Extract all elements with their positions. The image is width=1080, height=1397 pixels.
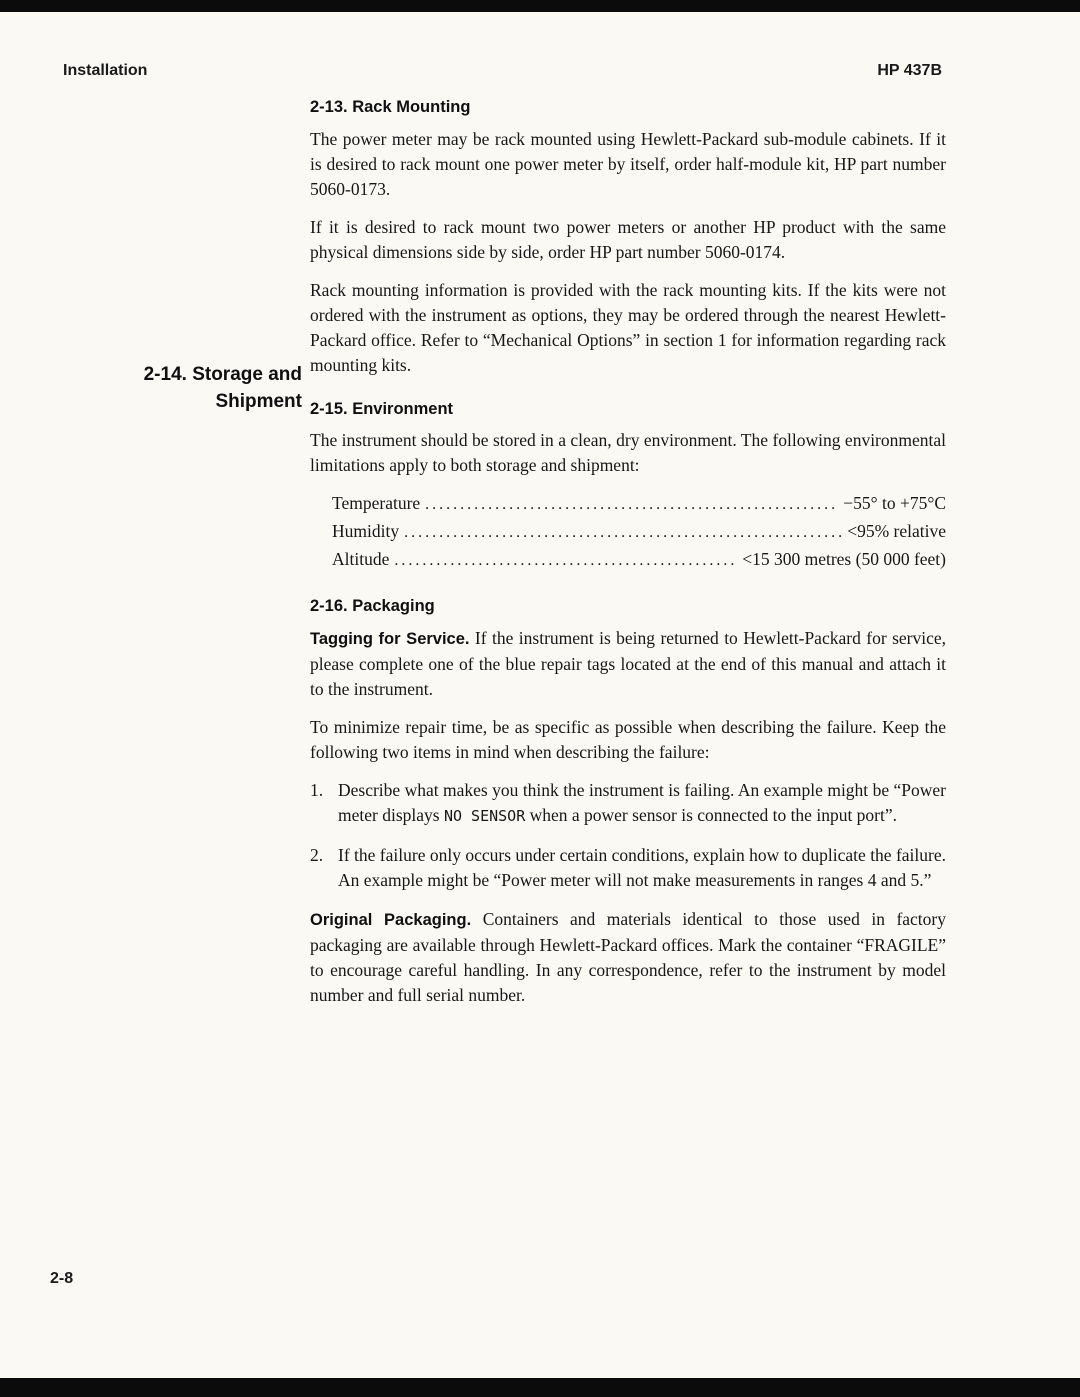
- tagging-for-service-lead: Tagging for Service.: [310, 630, 470, 648]
- spec-value: <15 300 metres (50 000 feet): [742, 549, 946, 569]
- spec-label: Humidity: [332, 521, 400, 541]
- spec-label: Temperature: [332, 493, 421, 513]
- item-number: 2.: [310, 845, 324, 865]
- paragraph-tagging: [310, 626, 946, 702]
- heading-environment: 2-15. Environment: [310, 400, 454, 418]
- paragraph: If it is desired to rack mount two power meters or another HP product with the same physical dimensions side by side, order HP part number 5060-0174.: [310, 217, 946, 262]
- top-scan-bar: [0, 0, 1080, 12]
- spec-row-temperature: [310, 491, 946, 517]
- item-text: [338, 778, 946, 829]
- heading-rack-mounting: 2-13. Rack Mounting: [310, 98, 471, 116]
- numbered-item-1: [310, 778, 946, 829]
- paragraph: To minimize repair time, be as specific as possible when describing the failure. Keep the following two items in mind when describing the failure:: [310, 717, 946, 762]
- page-content: [143, 96, 946, 1021]
- tagging-for-service-text: If the instrument is being returned to Hewlett-Packard for service, please complete one of the blue repair tags located at the end of this manual and attach it to the instrument.: [310, 628, 946, 699]
- page-number: 2-8: [50, 1270, 74, 1287]
- spec-value: −55° to +75°C: [843, 493, 946, 513]
- paragraph-original-packaging: [310, 907, 946, 1008]
- bottom-scan-bar: [0, 1378, 1080, 1397]
- original-packaging-lead: Original Packaging.: [310, 911, 472, 929]
- storage-environment-heading-row: [143, 364, 946, 420]
- no-sensor-display-text: NO SENSOR: [443, 807, 526, 825]
- item1-text-after: when a power sensor is connected to the input port”.: [525, 805, 898, 825]
- original-packaging-text: Containers and materials identical to those used in factory packaging are available through Hewlett-Packard offices. Mark the container “FRAGILE” to encourage careful handling. In any correspondence, refer to the instrument by model number and full serial number.: [310, 909, 946, 1005]
- item-text: If the failure only occurs under certain conditions, explain how to duplicate the failure. An example might be “Power meter will not make measurements in ranges 4 and 5.”: [338, 845, 946, 890]
- numbered-item-2: [310, 843, 946, 893]
- paragraph: Rack mounting information is provided with the rack mounting kits. If the kits were not ordered with the instrument as options, they may be ordered through the nearest Hewlett-Packard office. Refer to “Mechanical Options” in section 1 for information regarding rack mounting kits.: [310, 280, 946, 375]
- header-model-label: HP 437B: [877, 62, 942, 79]
- margin-heading-storage-shipment: [144, 361, 302, 415]
- paragraph: The power meter may be rack mounted using Hewlett-Packard sub-module cabinets. If it is desired to rack mount one power meter by itself, order half-module kit, HP part number 5060-0173.: [310, 129, 946, 199]
- page-header: [63, 62, 942, 80]
- heading-packaging: 2-16. Packaging: [310, 597, 435, 615]
- item1-text-before: Describe what makes you think the instrument is failing. An example might be “Power meter displays: [338, 780, 946, 825]
- dot-leader: [404, 519, 842, 545]
- paragraph: The instrument should be stored in a clean, dry environment. The following environmental limitations apply to both storage and shipment:: [310, 430, 946, 475]
- item-number: 1.: [310, 780, 324, 800]
- margin-heading-line1: 2-14. Storage and: [143, 364, 302, 385]
- margin-heading-line2: Shipment: [215, 391, 302, 412]
- spec-label: Altitude: [332, 549, 390, 569]
- environment-spec-list: [310, 491, 946, 573]
- spec-row-humidity: [310, 519, 946, 545]
- dot-leader: [425, 491, 838, 517]
- spec-value: <95% relative: [847, 521, 946, 541]
- spec-row-altitude: [310, 547, 946, 573]
- dot-leader: [394, 547, 737, 573]
- header-section-label: Installation: [63, 62, 148, 79]
